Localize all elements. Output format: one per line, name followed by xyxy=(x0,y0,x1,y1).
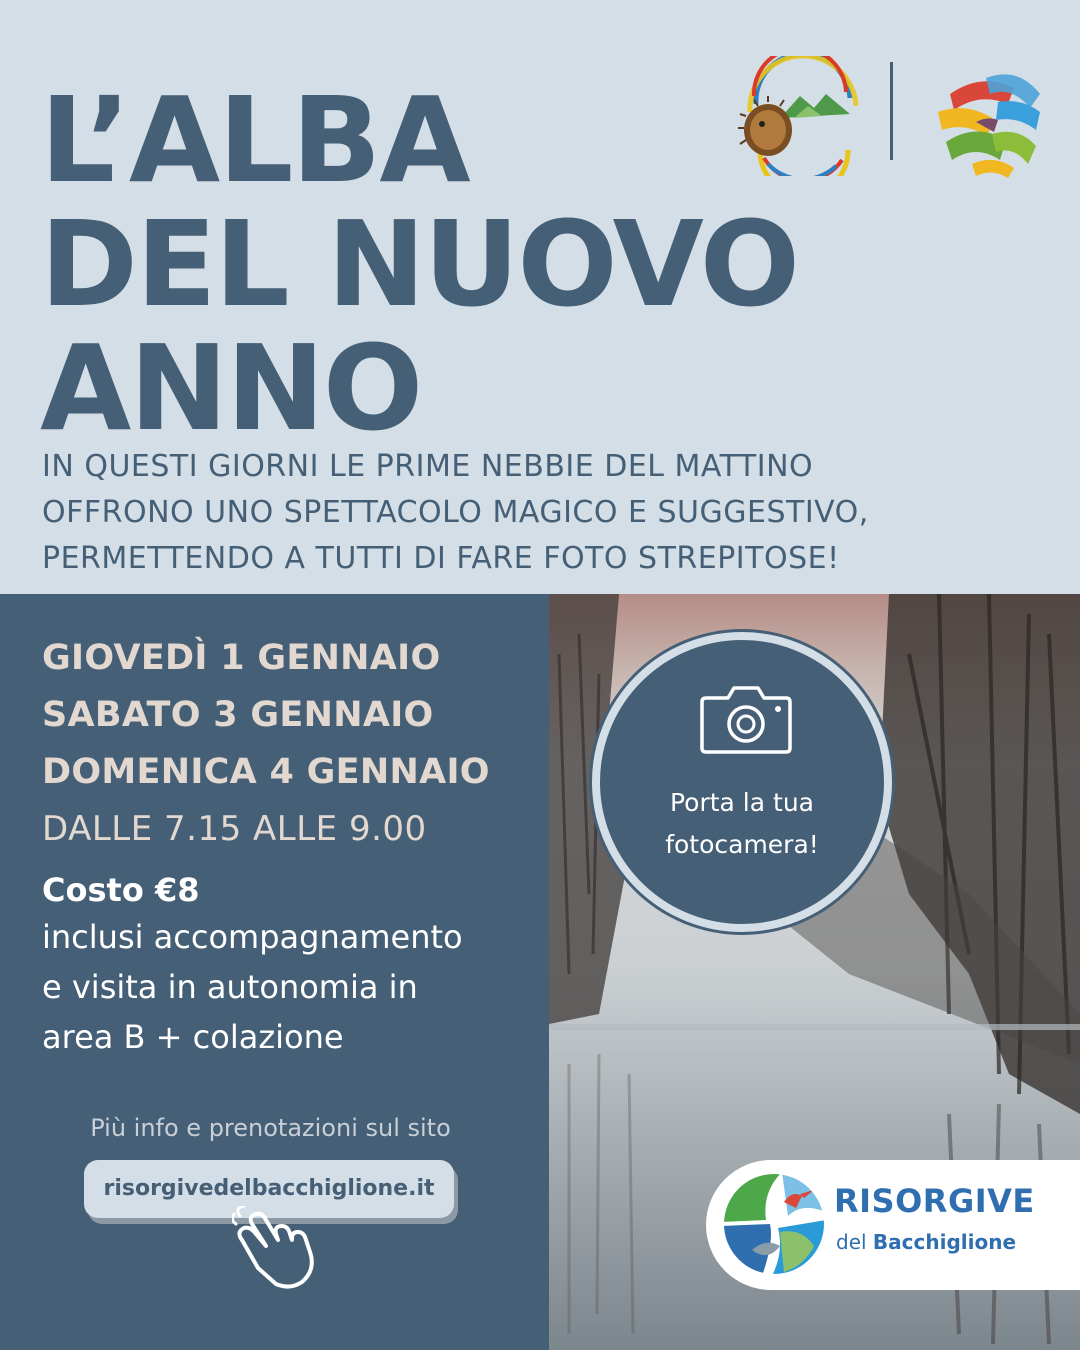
event-dates xyxy=(42,630,542,857)
brand-sub-name: Bacchiglione xyxy=(872,1230,1017,1254)
partner-logos xyxy=(738,56,1058,176)
pointing-hand-icon xyxy=(232,1206,332,1290)
cost-title: Costo €8 xyxy=(42,871,200,909)
cost-description xyxy=(42,912,542,1062)
intro-line-2: OFFRONO UNO SPETTACOLO MAGICO E SUGGESTIVO, xyxy=(42,495,869,530)
brand-subtitle xyxy=(836,1230,1016,1254)
title-line-1: L’ALBA xyxy=(40,71,469,209)
title-line-3: ANNO xyxy=(40,319,422,457)
colored-stripes-logo xyxy=(936,68,1048,180)
website-link-button[interactable]: risorgivedelbacchiglione.it xyxy=(84,1160,454,1218)
intro-line-3: PERMETTENDO A TUTTI DI FARE FOTO STREPITOSE! xyxy=(42,541,840,576)
camera-reminder-badge xyxy=(592,632,892,932)
cost-line-3: area B + colazione xyxy=(42,1018,344,1056)
brand-sub-prefix: del xyxy=(836,1230,867,1254)
title-line-2: DEL NUOVO xyxy=(40,195,799,333)
camera-icon xyxy=(700,684,792,754)
event-title xyxy=(40,71,860,457)
risorgive-brand-badge xyxy=(706,1160,1080,1290)
intro-text xyxy=(42,444,1042,582)
risorgive-logo-mark xyxy=(722,1172,826,1276)
camera-reminder-text xyxy=(600,782,884,866)
intro-line-1: IN QUESTI GIORNI LE PRIME NEBBIE DEL MATTINO xyxy=(42,449,814,484)
info-text: Più info e prenotazioni sul sito xyxy=(90,1114,451,1142)
camera-text-line-2: fotocamera! xyxy=(665,830,819,859)
event-time: DALLE 7.15 ALLE 9.00 xyxy=(42,809,427,849)
cost-line-1: inclusi accompagnamento xyxy=(42,918,463,956)
brand-name: RISORGIVE xyxy=(834,1182,1035,1220)
hedgehog-rainbow-logo xyxy=(738,56,858,176)
camera-text-line-1: Porta la tua xyxy=(669,788,814,817)
date-2: SABATO 3 GENNAIO xyxy=(42,695,434,735)
cost-line-2: e visita in autonomia in xyxy=(42,968,418,1006)
date-1: GIOVEDÌ 1 GENNAIO xyxy=(42,638,441,678)
logo-divider xyxy=(890,62,893,160)
cost-info xyxy=(42,868,542,1062)
date-3: DOMENICA 4 GENNAIO xyxy=(42,752,490,792)
